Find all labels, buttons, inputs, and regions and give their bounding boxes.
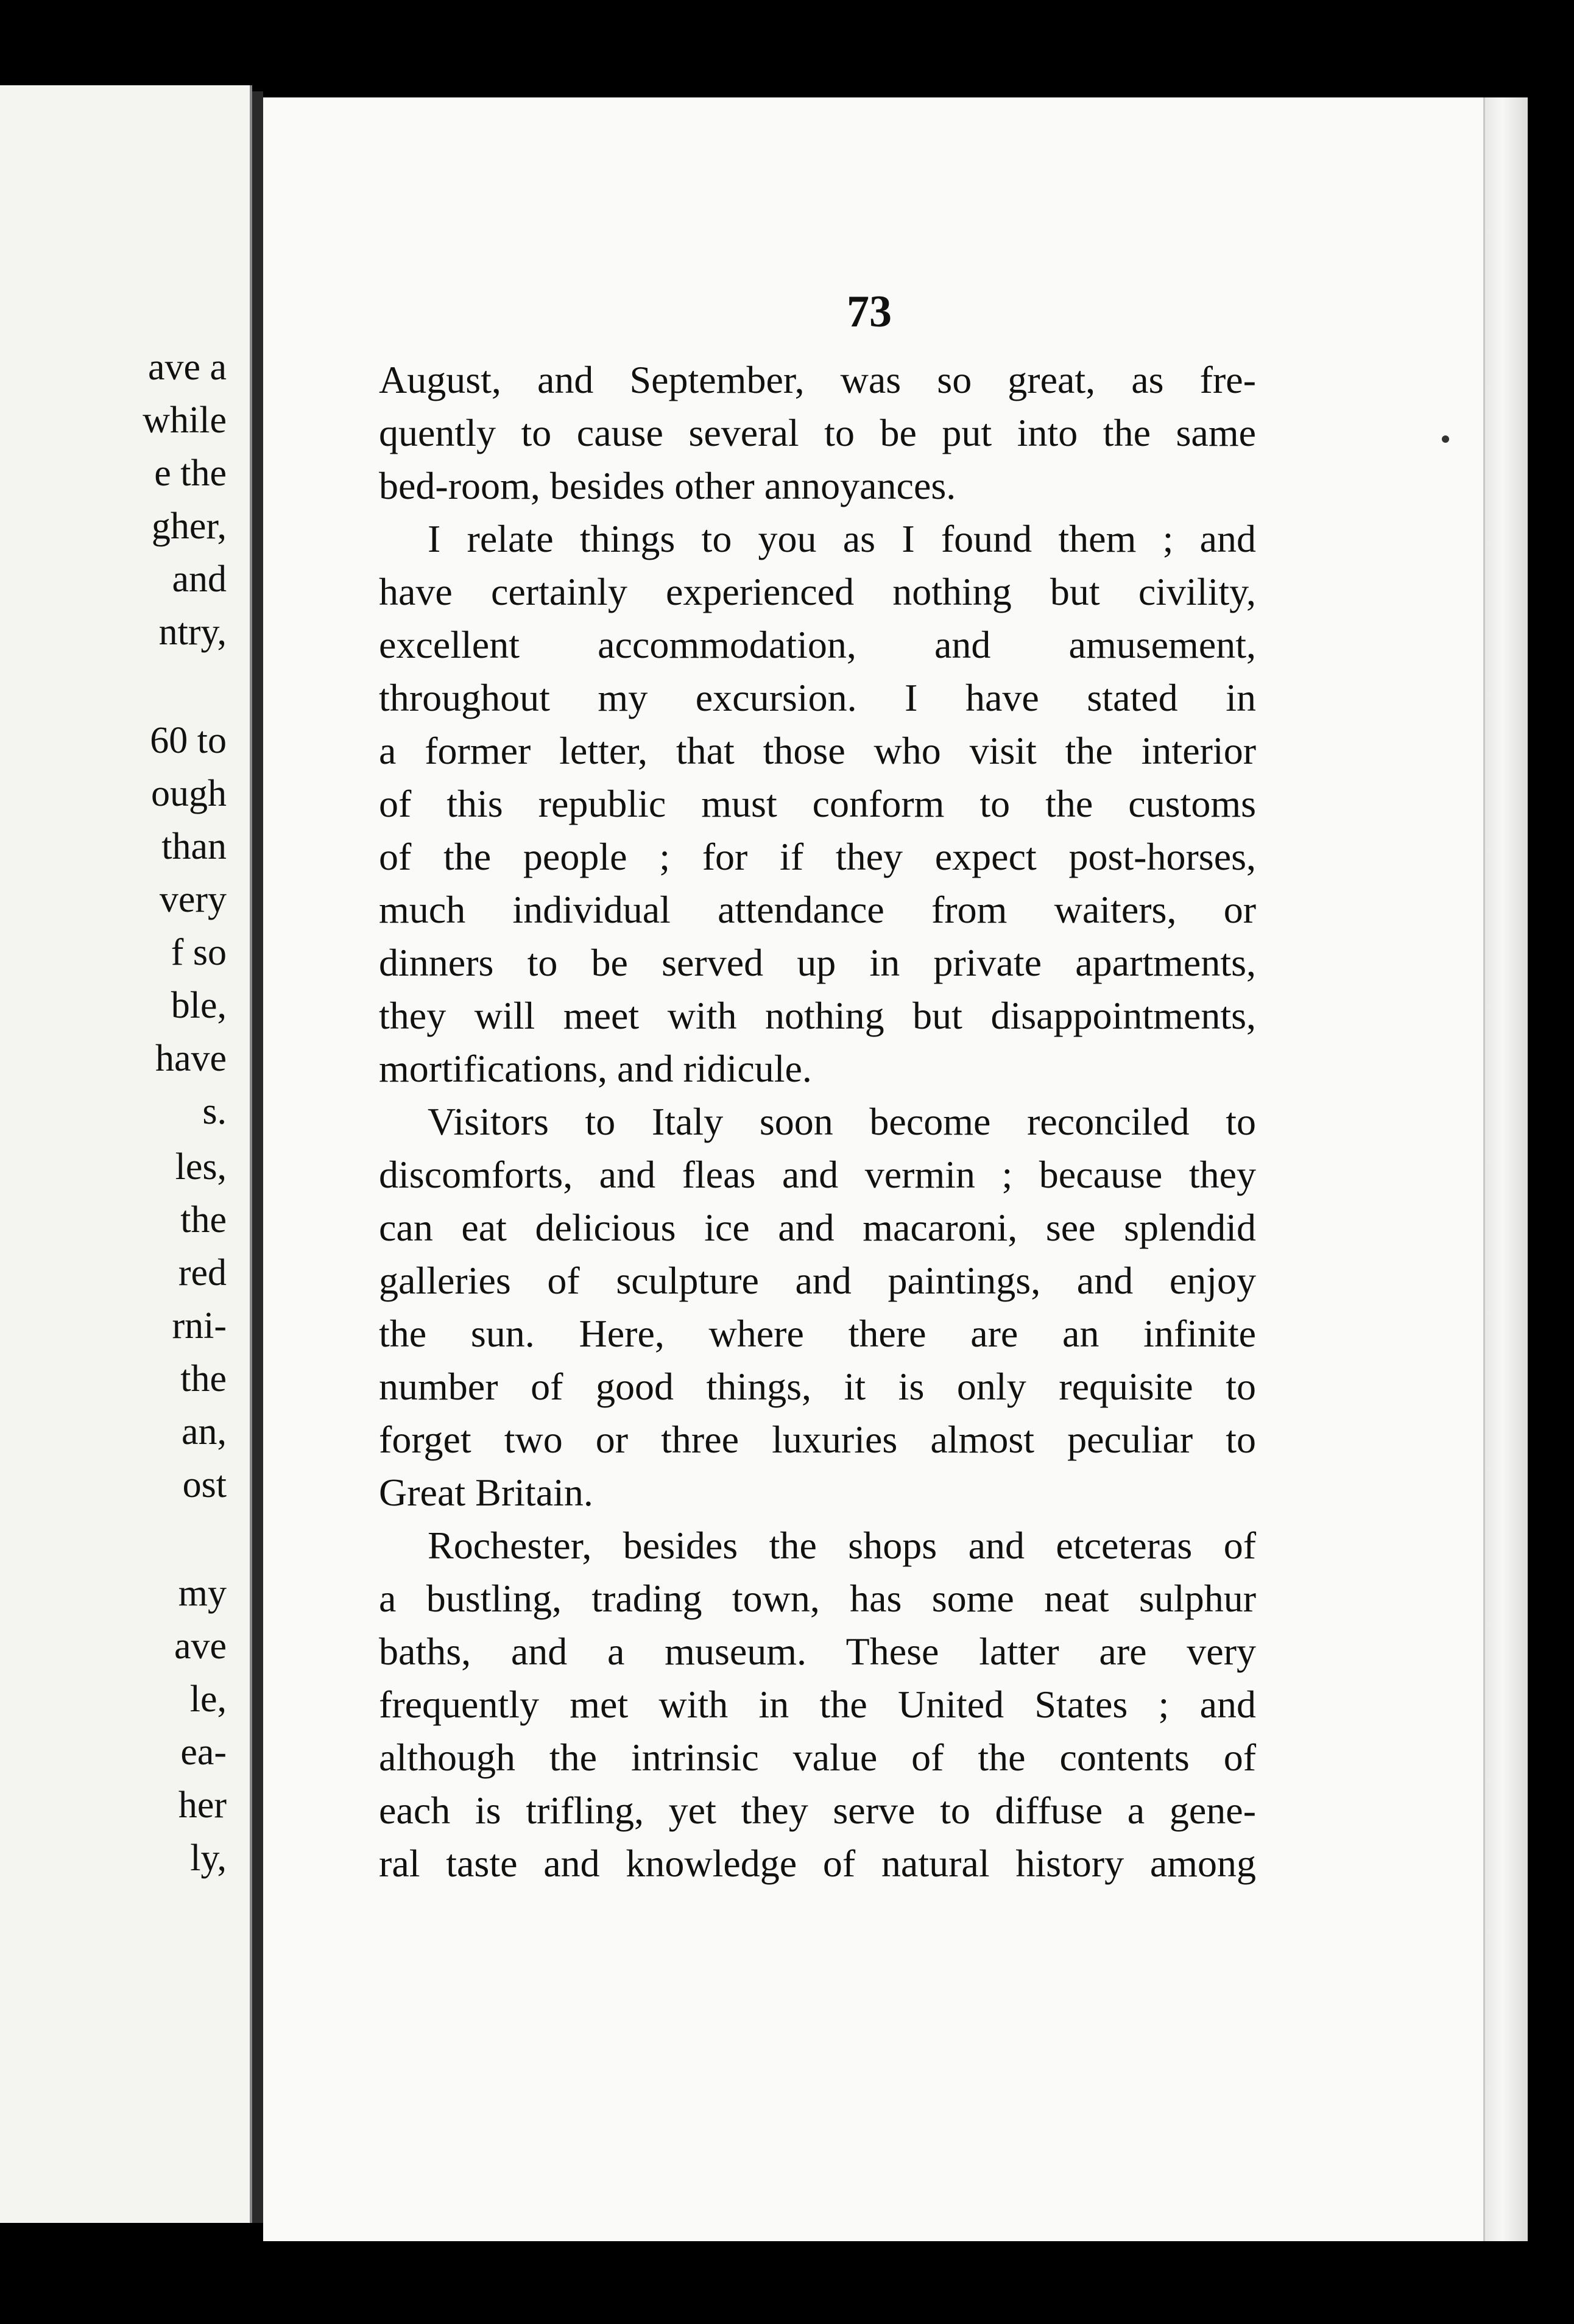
text-line: a former letter, that those who visit the interior [379, 729, 1256, 772]
text-line: quently to cause several to be put into the same [379, 411, 1256, 454]
text-line: baths, and a museum. These latter are very [379, 1630, 1256, 1673]
left-page-line: red [178, 1252, 227, 1294]
text-line: Great Britain. [379, 1471, 593, 1514]
text-line: excellent accommodation, and amusement, [379, 623, 1256, 666]
left-page-line: the [180, 1358, 227, 1400]
left-page-line: while [143, 400, 227, 441]
text-line: they will meet with nothing but disappointments, [379, 994, 1256, 1037]
left-page-line: have [155, 1038, 227, 1079]
text-line: each is trifling, yet they serve to diffuse a gene- [379, 1789, 1256, 1832]
left-page-line: 60 to [150, 720, 227, 761]
right-page [263, 97, 1528, 2241]
left-page-line: gher, [151, 505, 227, 547]
left-page-line: my [178, 1572, 227, 1614]
text-line: Visitors to Italy soon become reconciled to [428, 1100, 1256, 1143]
text-line: August, and September, was so great, as fre- [379, 358, 1256, 401]
text-line: a bustling, trading town, has some neat sulphur [379, 1577, 1256, 1620]
text-line: much individual attendance from waiters, or [379, 888, 1256, 931]
text-line: number of good things, it is only requisite to [379, 1365, 1256, 1408]
page-number: 73 [847, 287, 892, 337]
left-page-fragment [0, 85, 252, 2223]
left-page-line: ave a [147, 347, 227, 388]
left-page-line: the [180, 1199, 227, 1241]
text-line: can eat delicious ice and macaroni, see splendid [379, 1206, 1256, 1249]
text-line: although the intrinsic value of the contents of [379, 1736, 1256, 1779]
left-page-line: ough [151, 773, 227, 814]
text-line: frequently met with in the United States ; and [379, 1683, 1256, 1726]
left-page-line: ly, [190, 1837, 227, 1879]
left-page-line: her [178, 1784, 227, 1826]
text-line: dinners to be served up in private apartments, [379, 941, 1256, 984]
left-page-line: les, [175, 1146, 227, 1188]
left-page-line: ea- [180, 1731, 227, 1773]
page-edge [1483, 97, 1528, 2241]
text-line: mortifications, and ridicule. [379, 1047, 812, 1090]
left-page-line: very [159, 879, 227, 920]
left-page-line: ave [174, 1625, 227, 1667]
left-page-line: f so [171, 932, 227, 973]
left-page-line: ntry, [158, 611, 227, 653]
left-page-line: le, [189, 1678, 227, 1720]
text-line: galleries of sculpture and paintings, and enjoy [379, 1259, 1256, 1302]
book-gutter [252, 91, 263, 2223]
text-line: of the people ; for if they expect post-horses, [379, 835, 1256, 878]
left-page-line: e the [154, 452, 227, 494]
left-page-line: s. [202, 1091, 227, 1132]
text-line: ral taste and knowledge of natural history among [379, 1842, 1256, 1885]
text-line: throughout my excursion. I have stated in [379, 676, 1256, 719]
text-line: have certainly experienced nothing but civility, [379, 570, 1256, 613]
text-line: I relate things to you as I found them ; and [428, 517, 1256, 560]
body-text [379, 353, 1256, 1890]
text-line: Rochester, besides the shops and etceteras of [428, 1524, 1256, 1567]
text-line: of this republic must conform to the customs [379, 782, 1256, 825]
left-page-line: and [172, 558, 227, 600]
left-page-line: rni- [172, 1305, 227, 1347]
ink-speck [1442, 435, 1449, 443]
left-page-line: an, [181, 1411, 227, 1452]
text-line: forget two or three luxuries almost peculiar to [379, 1418, 1256, 1461]
text-line: discomforts, and fleas and vermin ; because they [379, 1153, 1256, 1196]
left-page-line: than [161, 826, 227, 867]
text-line: the sun. Here, where there are an infinite [379, 1312, 1256, 1355]
left-page-line: ble, [171, 985, 227, 1026]
left-page-line: ost [182, 1464, 227, 1505]
text-line: bed-room, besides other annoyances. [379, 464, 956, 507]
